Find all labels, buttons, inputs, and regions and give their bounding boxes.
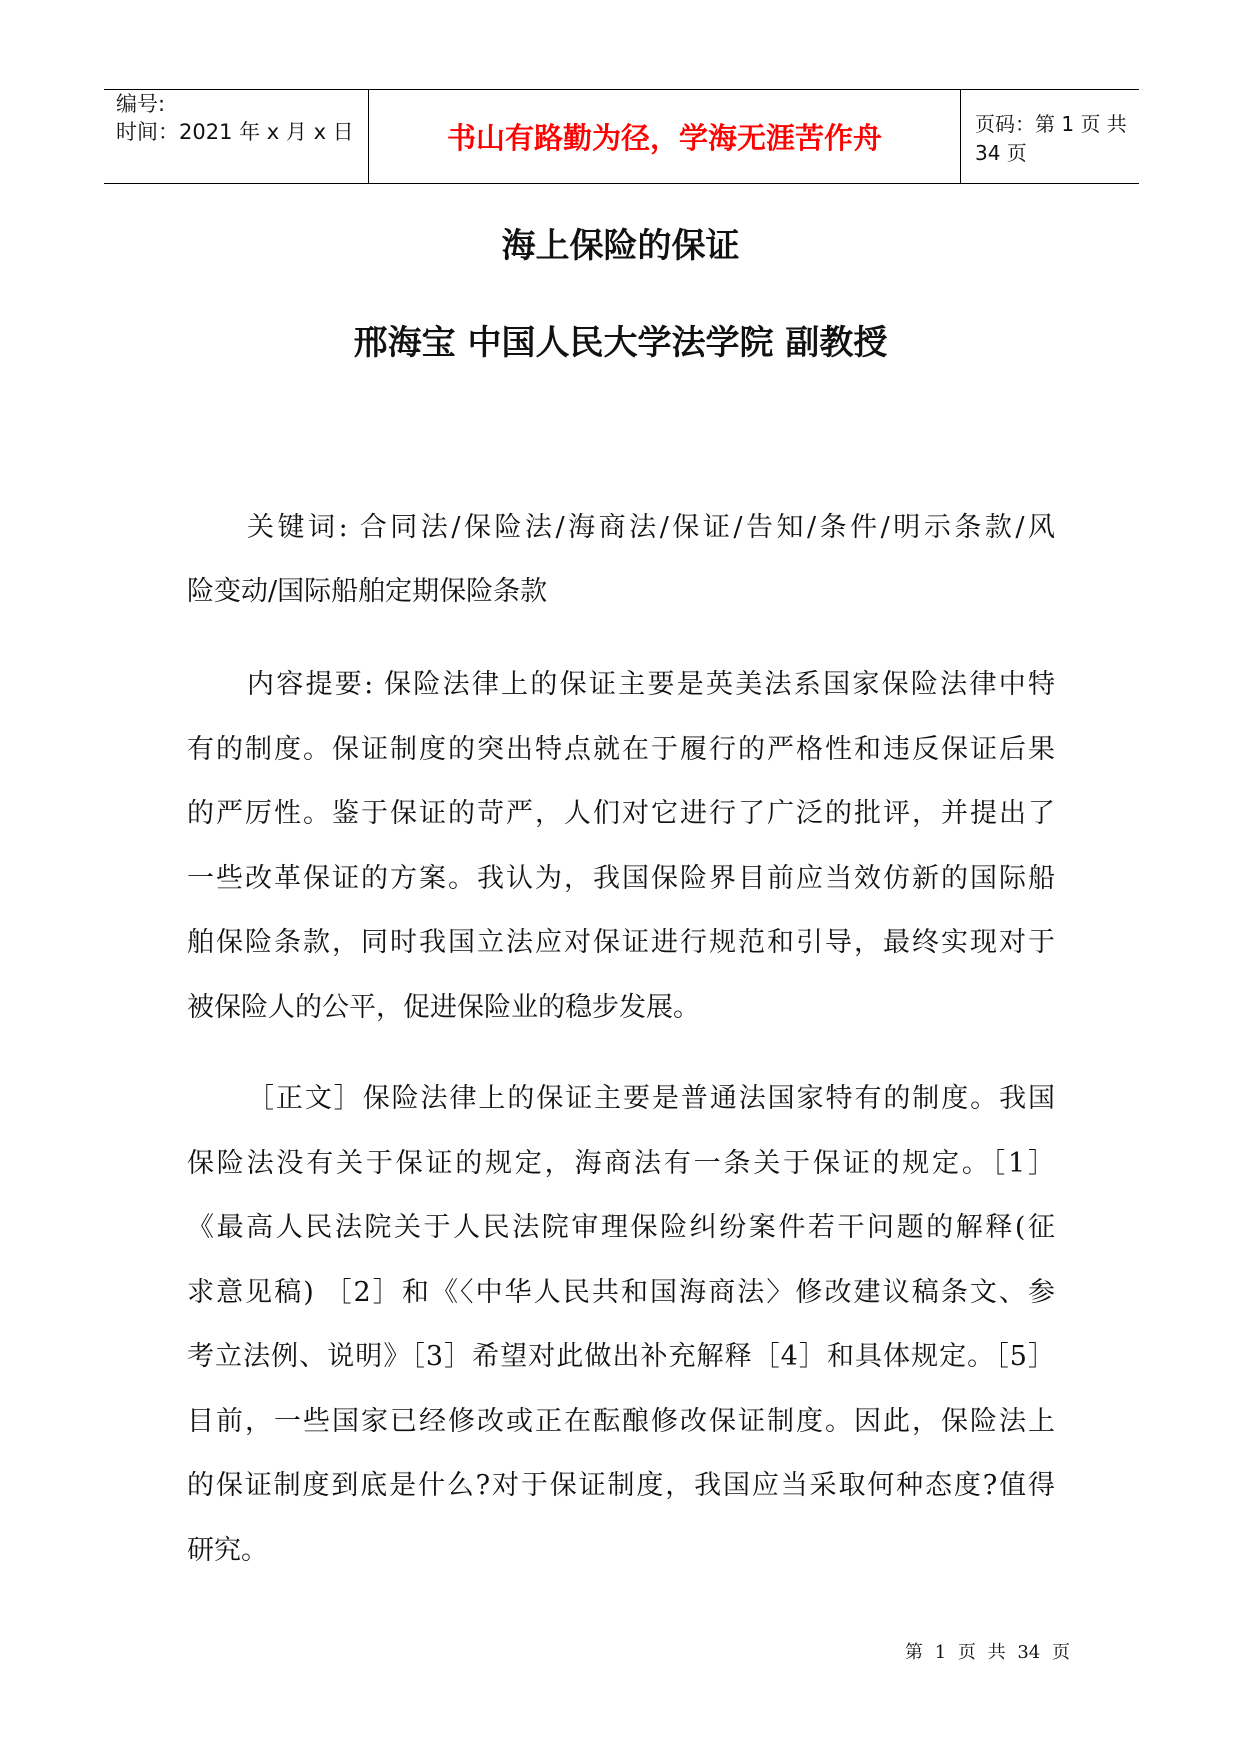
body-line: 目前，一些国家已经修改或正在酝酿修改保证制度。因此，保险法上 <box>187 1405 1055 1437</box>
abstract-line: 的严厉性。鉴于保证的苛严，人们对它进行了广泛的批评，并提出了 <box>187 798 1055 829</box>
body-line: ［正文］保险法律上的保证主要是普通法国家特有的制度。我国 <box>247 1083 1055 1114</box>
page-code: 页码：第 1 页 共 34 页 <box>975 111 1127 165</box>
keywords-line: 险变动/国际船舶定期保险条款 <box>187 576 548 607</box>
body-line: 研究。 <box>187 1534 268 1566</box>
abstract-line: 被保险人的公平，促进保险业的稳步发展。 <box>187 991 700 1023</box>
header-info-cell <box>104 90 369 183</box>
abstract-line: 一些改革保证的方案。我认为，我国保险界目前应当效仿新的国际船 <box>187 862 1055 894</box>
page-footer: 第 1 页 共 34 页 <box>905 1642 1070 1663</box>
author-line: 邢海宝 中国人民大学法学院 副教授 <box>353 323 888 363</box>
abstract-line: 舶保险条款，同时我国立法应对保证进行规范和引导，最终实现对于 <box>187 927 1055 958</box>
header-table <box>104 89 1139 184</box>
abstract-line: 有的制度。保证制度的突出特点就在于履行的严格性和违反保证后果 <box>187 733 1055 765</box>
body-line: 求意见稿) ［2］和《〈中华人民共和国海商法〉修改建议稿条文、参 <box>187 1276 1055 1308</box>
serial-label: 编号: <box>116 92 166 116</box>
body-line: 《最高人民法院关于人民法院审理保险纠纷案件若干问题的解释(征 <box>187 1212 1055 1243</box>
date-label: 时间：2021 年 x 月 x 日 <box>116 120 354 144</box>
abstract-line: 内容提要: 保险法律上的保证主要是英美法系国家保险法律中特 <box>247 669 1055 700</box>
body-line: 考立法例、说明》［3］希望对此做出补充解释［4］和具体规定。［5］ <box>187 1341 1055 1372</box>
keywords-line: 关键词: 合同法/保险法/海商法/保证/告知/条件/明示条款/风 <box>247 512 1055 543</box>
body-line: 保险法没有关于保证的规定，海商法有一条关于保证的规定。［1］ <box>187 1147 1055 1179</box>
motto: 书山有路勤为径，学海无涯苦作舟 <box>369 90 961 183</box>
body-line: 的保证制度到底是什么?对于保证制度，我国应当采取何种态度?值得 <box>187 1470 1055 1501</box>
document-title: 海上保险的保证 <box>501 226 740 266</box>
